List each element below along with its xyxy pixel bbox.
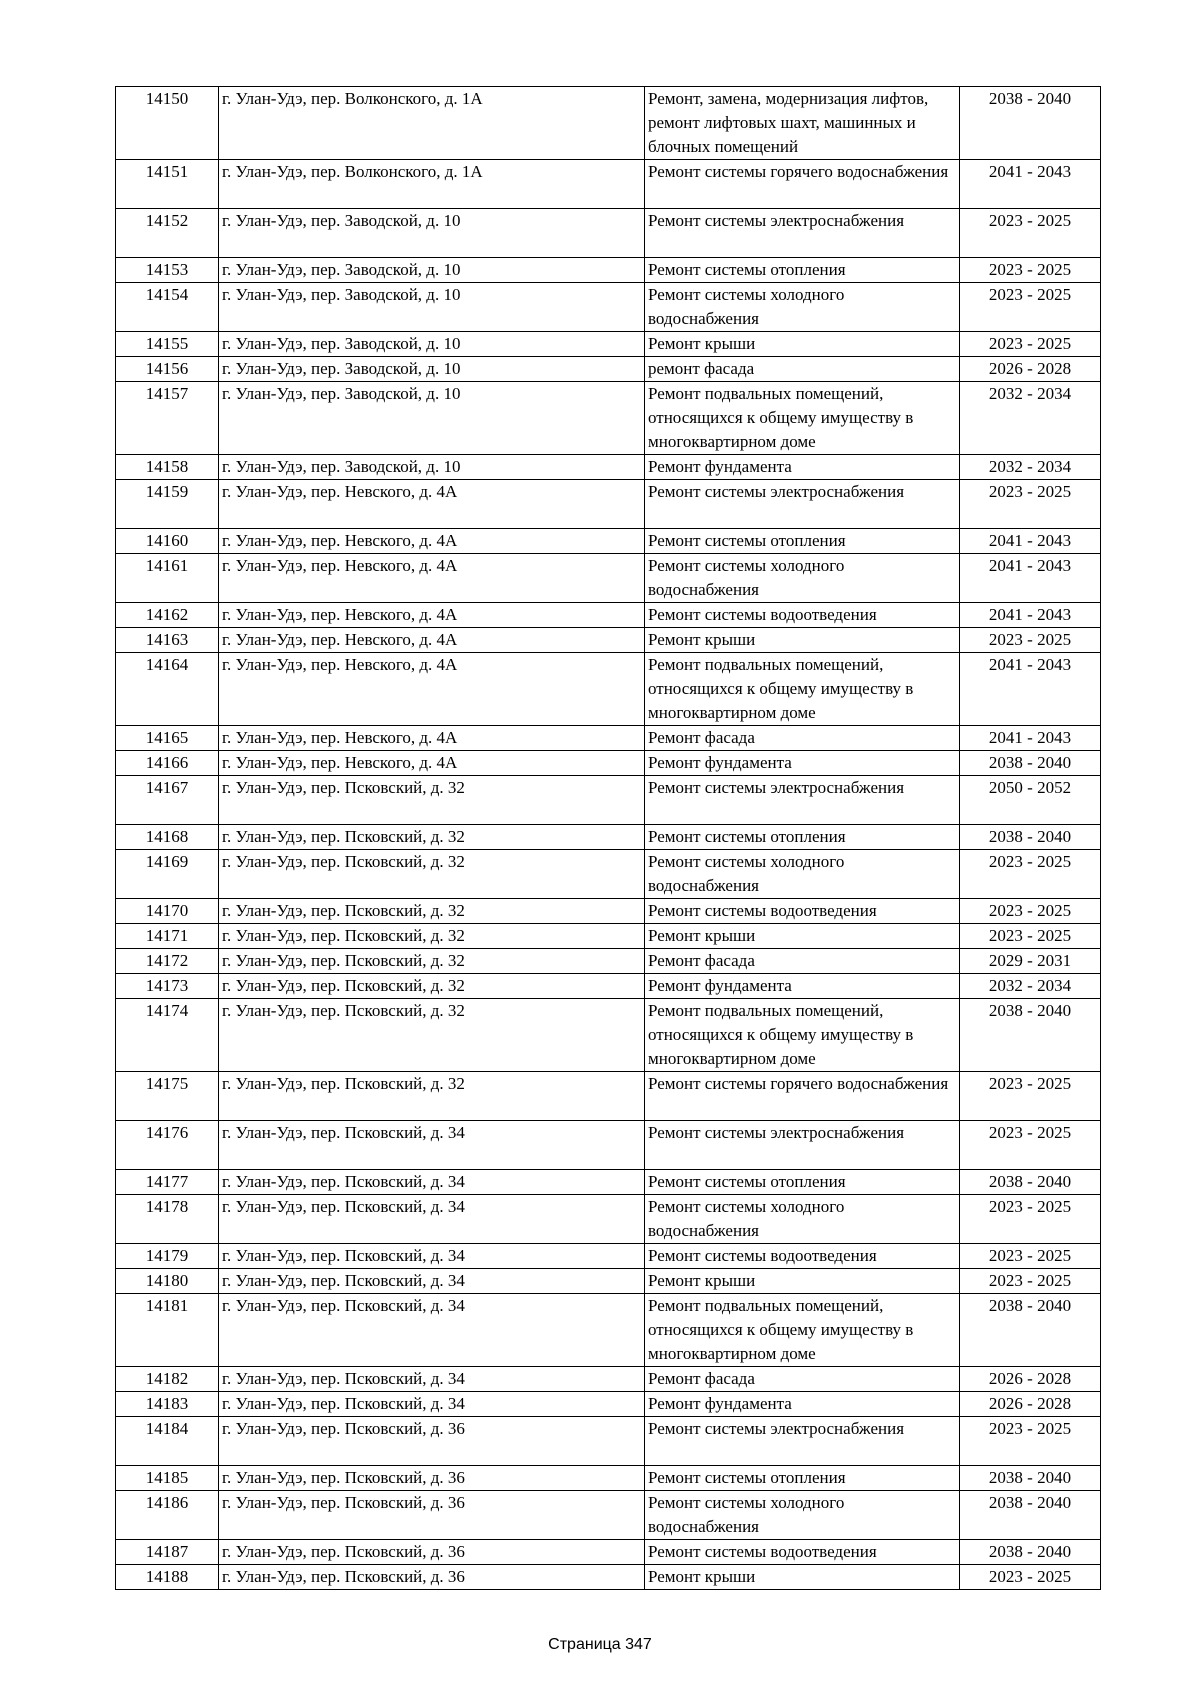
period-cell: 2026 - 2028 bbox=[960, 357, 1101, 382]
address-cell: г. Улан-Удэ, пер. Псковский, д. 32 bbox=[219, 1072, 645, 1121]
work-type-cell: Ремонт фасада bbox=[645, 726, 960, 751]
row-number-cell: 14151 bbox=[116, 160, 219, 209]
work-type-cell: Ремонт системы холодного водоснабжения bbox=[645, 554, 960, 603]
address-cell: г. Улан-Удэ, пер. Невского, д. 4А bbox=[219, 628, 645, 653]
address-cell: г. Улан-Удэ, пер. Псковский, д. 32 bbox=[219, 825, 645, 850]
period-cell: 2032 - 2034 bbox=[960, 382, 1101, 455]
period-cell: 2038 - 2040 bbox=[960, 1491, 1101, 1540]
table-row bbox=[116, 1417, 1101, 1466]
table-row bbox=[116, 1269, 1101, 1294]
table-row bbox=[116, 776, 1101, 825]
address-cell: г. Улан-Удэ, пер. Псковский, д. 34 bbox=[219, 1392, 645, 1417]
work-type-cell: Ремонт системы электроснабжения bbox=[645, 1417, 960, 1466]
work-type-cell: Ремонт фундамента bbox=[645, 974, 960, 999]
work-type-cell: Ремонт системы отопления bbox=[645, 825, 960, 850]
row-number-cell: 14177 bbox=[116, 1170, 219, 1195]
table-row bbox=[116, 1244, 1101, 1269]
address-cell: г. Улан-Удэ, пер. Волконского, д. 1А bbox=[219, 160, 645, 209]
table-row bbox=[116, 653, 1101, 726]
period-cell: 2023 - 2025 bbox=[960, 480, 1101, 529]
period-cell: 2023 - 2025 bbox=[960, 1565, 1101, 1590]
address-cell: г. Улан-Удэ, пер. Псковский, д. 32 bbox=[219, 850, 645, 899]
period-cell: 2023 - 2025 bbox=[960, 332, 1101, 357]
period-cell: 2023 - 2025 bbox=[960, 850, 1101, 899]
row-number-cell: 14152 bbox=[116, 209, 219, 258]
page-number: Страница 347 bbox=[548, 1636, 652, 1653]
period-cell: 2029 - 2031 bbox=[960, 949, 1101, 974]
table-row bbox=[116, 1540, 1101, 1565]
address-cell: г. Улан-Удэ, пер. Псковский, д. 34 bbox=[219, 1121, 645, 1170]
table-row bbox=[116, 87, 1101, 160]
table-row bbox=[116, 1121, 1101, 1170]
address-cell: г. Улан-Удэ, пер. Волконского, д. 1А bbox=[219, 87, 645, 160]
table-row bbox=[116, 850, 1101, 899]
address-cell: г. Улан-Удэ, пер. Невского, д. 4А bbox=[219, 529, 645, 554]
period-cell: 2023 - 2025 bbox=[960, 1244, 1101, 1269]
row-number-cell: 14161 bbox=[116, 554, 219, 603]
table-row bbox=[116, 258, 1101, 283]
work-type-cell: Ремонт системы холодного водоснабжения bbox=[645, 1195, 960, 1244]
work-type-cell: Ремонт крыши bbox=[645, 628, 960, 653]
period-cell: 2038 - 2040 bbox=[960, 999, 1101, 1072]
table-row bbox=[116, 1466, 1101, 1491]
work-type-cell: Ремонт системы горячего водоснабжения bbox=[645, 160, 960, 209]
row-number-cell: 14174 bbox=[116, 999, 219, 1072]
table-row bbox=[116, 924, 1101, 949]
row-number-cell: 14156 bbox=[116, 357, 219, 382]
table-row bbox=[116, 899, 1101, 924]
work-type-cell: Ремонт системы электроснабжения bbox=[645, 776, 960, 825]
row-number-cell: 14154 bbox=[116, 283, 219, 332]
work-type-cell: Ремонт системы электроснабжения bbox=[645, 1121, 960, 1170]
work-type-cell: Ремонт системы холодного водоснабжения bbox=[645, 1491, 960, 1540]
work-type-cell: ремонт фасада bbox=[645, 357, 960, 382]
work-type-cell: Ремонт фундамента bbox=[645, 455, 960, 480]
address-cell: г. Улан-Удэ, пер. Псковский, д. 34 bbox=[219, 1170, 645, 1195]
address-cell: г. Улан-Удэ, пер. Псковский, д. 32 bbox=[219, 999, 645, 1072]
period-cell: 2041 - 2043 bbox=[960, 529, 1101, 554]
address-cell: г. Улан-Удэ, пер. Псковский, д. 36 bbox=[219, 1540, 645, 1565]
period-cell: 2032 - 2034 bbox=[960, 455, 1101, 480]
row-number-cell: 14185 bbox=[116, 1466, 219, 1491]
address-cell: г. Улан-Удэ, пер. Псковский, д. 32 bbox=[219, 949, 645, 974]
period-cell: 2023 - 2025 bbox=[960, 924, 1101, 949]
address-cell: г. Улан-Удэ, пер. Псковский, д. 36 bbox=[219, 1565, 645, 1590]
period-cell: 2038 - 2040 bbox=[960, 1540, 1101, 1565]
address-cell: г. Улан-Удэ, пер. Псковский, д. 32 bbox=[219, 899, 645, 924]
row-number-cell: 14187 bbox=[116, 1540, 219, 1565]
row-number-cell: 14186 bbox=[116, 1491, 219, 1540]
period-cell: 2023 - 2025 bbox=[960, 258, 1101, 283]
address-cell: г. Улан-Удэ, пер. Псковский, д. 34 bbox=[219, 1195, 645, 1244]
work-type-cell: Ремонт крыши bbox=[645, 332, 960, 357]
table-row bbox=[116, 455, 1101, 480]
row-number-cell: 14182 bbox=[116, 1367, 219, 1392]
work-type-cell: Ремонт крыши bbox=[645, 1565, 960, 1590]
address-cell: г. Улан-Удэ, пер. Невского, д. 4А bbox=[219, 603, 645, 628]
period-cell: 2038 - 2040 bbox=[960, 1294, 1101, 1367]
period-cell: 2026 - 2028 bbox=[960, 1392, 1101, 1417]
address-cell: г. Улан-Удэ, пер. Псковский, д. 34 bbox=[219, 1294, 645, 1367]
row-number-cell: 14158 bbox=[116, 455, 219, 480]
address-cell: г. Улан-Удэ, пер. Псковский, д. 32 bbox=[219, 924, 645, 949]
period-cell: 2023 - 2025 bbox=[960, 283, 1101, 332]
table-row bbox=[116, 628, 1101, 653]
row-number-cell: 14171 bbox=[116, 924, 219, 949]
row-number-cell: 14167 bbox=[116, 776, 219, 825]
address-cell: г. Улан-Удэ, пер. Невского, д. 4А bbox=[219, 480, 645, 529]
table-row bbox=[116, 974, 1101, 999]
table-row bbox=[116, 332, 1101, 357]
table-row bbox=[116, 554, 1101, 603]
address-cell: г. Улан-Удэ, пер. Невского, д. 4А bbox=[219, 554, 645, 603]
work-type-cell: Ремонт, замена, модернизация лифтов, ремонт лифтовых шахт, машинных и блочных помещений bbox=[645, 87, 960, 160]
address-cell: г. Улан-Удэ, пер. Заводской, д. 10 bbox=[219, 209, 645, 258]
table-row bbox=[116, 160, 1101, 209]
work-type-cell: Ремонт подвальных помещений, относящихся к общему имуществу в многоквартирном доме bbox=[645, 653, 960, 726]
row-number-cell: 14164 bbox=[116, 653, 219, 726]
period-cell: 2026 - 2028 bbox=[960, 1367, 1101, 1392]
address-cell: г. Улан-Удэ, пер. Заводской, д. 10 bbox=[219, 382, 645, 455]
address-cell: г. Улан-Удэ, пер. Псковский, д. 34 bbox=[219, 1269, 645, 1294]
period-cell: 2023 - 2025 bbox=[960, 628, 1101, 653]
table-row bbox=[116, 1195, 1101, 1244]
work-type-cell: Ремонт крыши bbox=[645, 924, 960, 949]
work-type-cell: Ремонт подвальных помещений, относящихся к общему имуществу в многоквартирном доме bbox=[645, 1294, 960, 1367]
table-row bbox=[116, 603, 1101, 628]
table-row bbox=[116, 1294, 1101, 1367]
table-row bbox=[116, 283, 1101, 332]
table-row bbox=[116, 726, 1101, 751]
table-row bbox=[116, 529, 1101, 554]
table-row bbox=[116, 357, 1101, 382]
address-cell: г. Улан-Удэ, пер. Заводской, д. 10 bbox=[219, 258, 645, 283]
row-number-cell: 14150 bbox=[116, 87, 219, 160]
period-cell: 2023 - 2025 bbox=[960, 209, 1101, 258]
row-number-cell: 14170 bbox=[116, 899, 219, 924]
period-cell: 2023 - 2025 bbox=[960, 1121, 1101, 1170]
period-cell: 2038 - 2040 bbox=[960, 825, 1101, 850]
work-type-cell: Ремонт фасада bbox=[645, 1367, 960, 1392]
row-number-cell: 14162 bbox=[116, 603, 219, 628]
table-row bbox=[116, 480, 1101, 529]
table-row bbox=[116, 999, 1101, 1072]
address-cell: г. Улан-Удэ, пер. Невского, д. 4А bbox=[219, 726, 645, 751]
period-cell: 2038 - 2040 bbox=[960, 1466, 1101, 1491]
work-type-cell: Ремонт системы горячего водоснабжения bbox=[645, 1072, 960, 1121]
address-cell: г. Улан-Удэ, пер. Псковский, д. 32 bbox=[219, 776, 645, 825]
row-number-cell: 14183 bbox=[116, 1392, 219, 1417]
address-cell: г. Улан-Удэ, пер. Заводской, д. 10 bbox=[219, 283, 645, 332]
period-cell: 2023 - 2025 bbox=[960, 899, 1101, 924]
work-type-cell: Ремонт системы отопления bbox=[645, 258, 960, 283]
row-number-cell: 14172 bbox=[116, 949, 219, 974]
address-cell: г. Улан-Удэ, пер. Невского, д. 4А bbox=[219, 653, 645, 726]
row-number-cell: 14157 bbox=[116, 382, 219, 455]
table-row bbox=[116, 825, 1101, 850]
work-type-cell: Ремонт системы отопления bbox=[645, 1466, 960, 1491]
period-cell: 2038 - 2040 bbox=[960, 87, 1101, 160]
work-type-cell: Ремонт системы отопления bbox=[645, 1170, 960, 1195]
work-type-cell: Ремонт фасада bbox=[645, 949, 960, 974]
row-number-cell: 14181 bbox=[116, 1294, 219, 1367]
row-number-cell: 14163 bbox=[116, 628, 219, 653]
table-row bbox=[116, 1072, 1101, 1121]
address-cell: г. Улан-Удэ, пер. Псковский, д. 32 bbox=[219, 974, 645, 999]
period-cell: 2038 - 2040 bbox=[960, 1170, 1101, 1195]
work-type-cell: Ремонт фундамента bbox=[645, 1392, 960, 1417]
table-row bbox=[116, 751, 1101, 776]
period-cell: 2041 - 2043 bbox=[960, 653, 1101, 726]
work-type-cell: Ремонт системы водоотведения bbox=[645, 1244, 960, 1269]
period-cell: 2023 - 2025 bbox=[960, 1072, 1101, 1121]
work-type-cell: Ремонт подвальных помещений, относящихся к общему имуществу в многоквартирном доме bbox=[645, 382, 960, 455]
row-number-cell: 14159 bbox=[116, 480, 219, 529]
work-type-cell: Ремонт крыши bbox=[645, 1269, 960, 1294]
work-type-cell: Ремонт системы водоотведения bbox=[645, 1540, 960, 1565]
work-type-cell: Ремонт системы отопления bbox=[645, 529, 960, 554]
row-number-cell: 14169 bbox=[116, 850, 219, 899]
row-number-cell: 14168 bbox=[116, 825, 219, 850]
address-cell: г. Улан-Удэ, пер. Невского, д. 4А bbox=[219, 751, 645, 776]
row-number-cell: 14155 bbox=[116, 332, 219, 357]
row-number-cell: 14160 bbox=[116, 529, 219, 554]
work-type-cell: Ремонт фундамента bbox=[645, 751, 960, 776]
address-cell: г. Улан-Удэ, пер. Псковский, д. 34 bbox=[219, 1367, 645, 1392]
period-cell: 2041 - 2043 bbox=[960, 160, 1101, 209]
work-type-cell: Ремонт системы электроснабжения bbox=[645, 480, 960, 529]
row-number-cell: 14180 bbox=[116, 1269, 219, 1294]
row-number-cell: 14188 bbox=[116, 1565, 219, 1590]
work-type-cell: Ремонт системы холодного водоснабжения bbox=[645, 283, 960, 332]
works-table bbox=[115, 86, 1101, 1590]
table-row bbox=[116, 209, 1101, 258]
row-number-cell: 14153 bbox=[116, 258, 219, 283]
work-type-cell: Ремонт подвальных помещений, относящихся к общему имуществу в многоквартирном доме bbox=[645, 999, 960, 1072]
row-number-cell: 14176 bbox=[116, 1121, 219, 1170]
table-row bbox=[116, 1392, 1101, 1417]
address-cell: г. Улан-Удэ, пер. Псковский, д. 34 bbox=[219, 1244, 645, 1269]
period-cell: 2032 - 2034 bbox=[960, 974, 1101, 999]
work-type-cell: Ремонт системы водоотведения bbox=[645, 899, 960, 924]
period-cell: 2041 - 2043 bbox=[960, 603, 1101, 628]
table-row bbox=[116, 949, 1101, 974]
work-type-cell: Ремонт системы водоотведения bbox=[645, 603, 960, 628]
row-number-cell: 14184 bbox=[116, 1417, 219, 1466]
period-cell: 2023 - 2025 bbox=[960, 1195, 1101, 1244]
period-cell: 2023 - 2025 bbox=[960, 1417, 1101, 1466]
period-cell: 2041 - 2043 bbox=[960, 554, 1101, 603]
row-number-cell: 14166 bbox=[116, 751, 219, 776]
table-row bbox=[116, 1170, 1101, 1195]
work-type-cell: Ремонт системы холодного водоснабжения bbox=[645, 850, 960, 899]
table-row bbox=[116, 1367, 1101, 1392]
table-row bbox=[116, 1565, 1101, 1590]
table-row bbox=[116, 382, 1101, 455]
address-cell: г. Улан-Удэ, пер. Заводской, д. 10 bbox=[219, 357, 645, 382]
row-number-cell: 14175 bbox=[116, 1072, 219, 1121]
address-cell: г. Улан-Удэ, пер. Псковский, д. 36 bbox=[219, 1417, 645, 1466]
period-cell: 2041 - 2043 bbox=[960, 726, 1101, 751]
table-row bbox=[116, 1491, 1101, 1540]
row-number-cell: 14173 bbox=[116, 974, 219, 999]
address-cell: г. Улан-Удэ, пер. Псковский, д. 36 bbox=[219, 1491, 645, 1540]
period-cell: 2023 - 2025 bbox=[960, 1269, 1101, 1294]
row-number-cell: 14165 bbox=[116, 726, 219, 751]
row-number-cell: 14179 bbox=[116, 1244, 219, 1269]
work-type-cell: Ремонт системы электроснабжения bbox=[645, 209, 960, 258]
address-cell: г. Улан-Удэ, пер. Заводской, д. 10 bbox=[219, 455, 645, 480]
period-cell: 2038 - 2040 bbox=[960, 751, 1101, 776]
row-number-cell: 14178 bbox=[116, 1195, 219, 1244]
works-table-body bbox=[116, 87, 1101, 1590]
period-cell: 2050 - 2052 bbox=[960, 776, 1101, 825]
address-cell: г. Улан-Удэ, пер. Заводской, д. 10 bbox=[219, 332, 645, 357]
address-cell: г. Улан-Удэ, пер. Псковский, д. 36 bbox=[219, 1466, 645, 1491]
